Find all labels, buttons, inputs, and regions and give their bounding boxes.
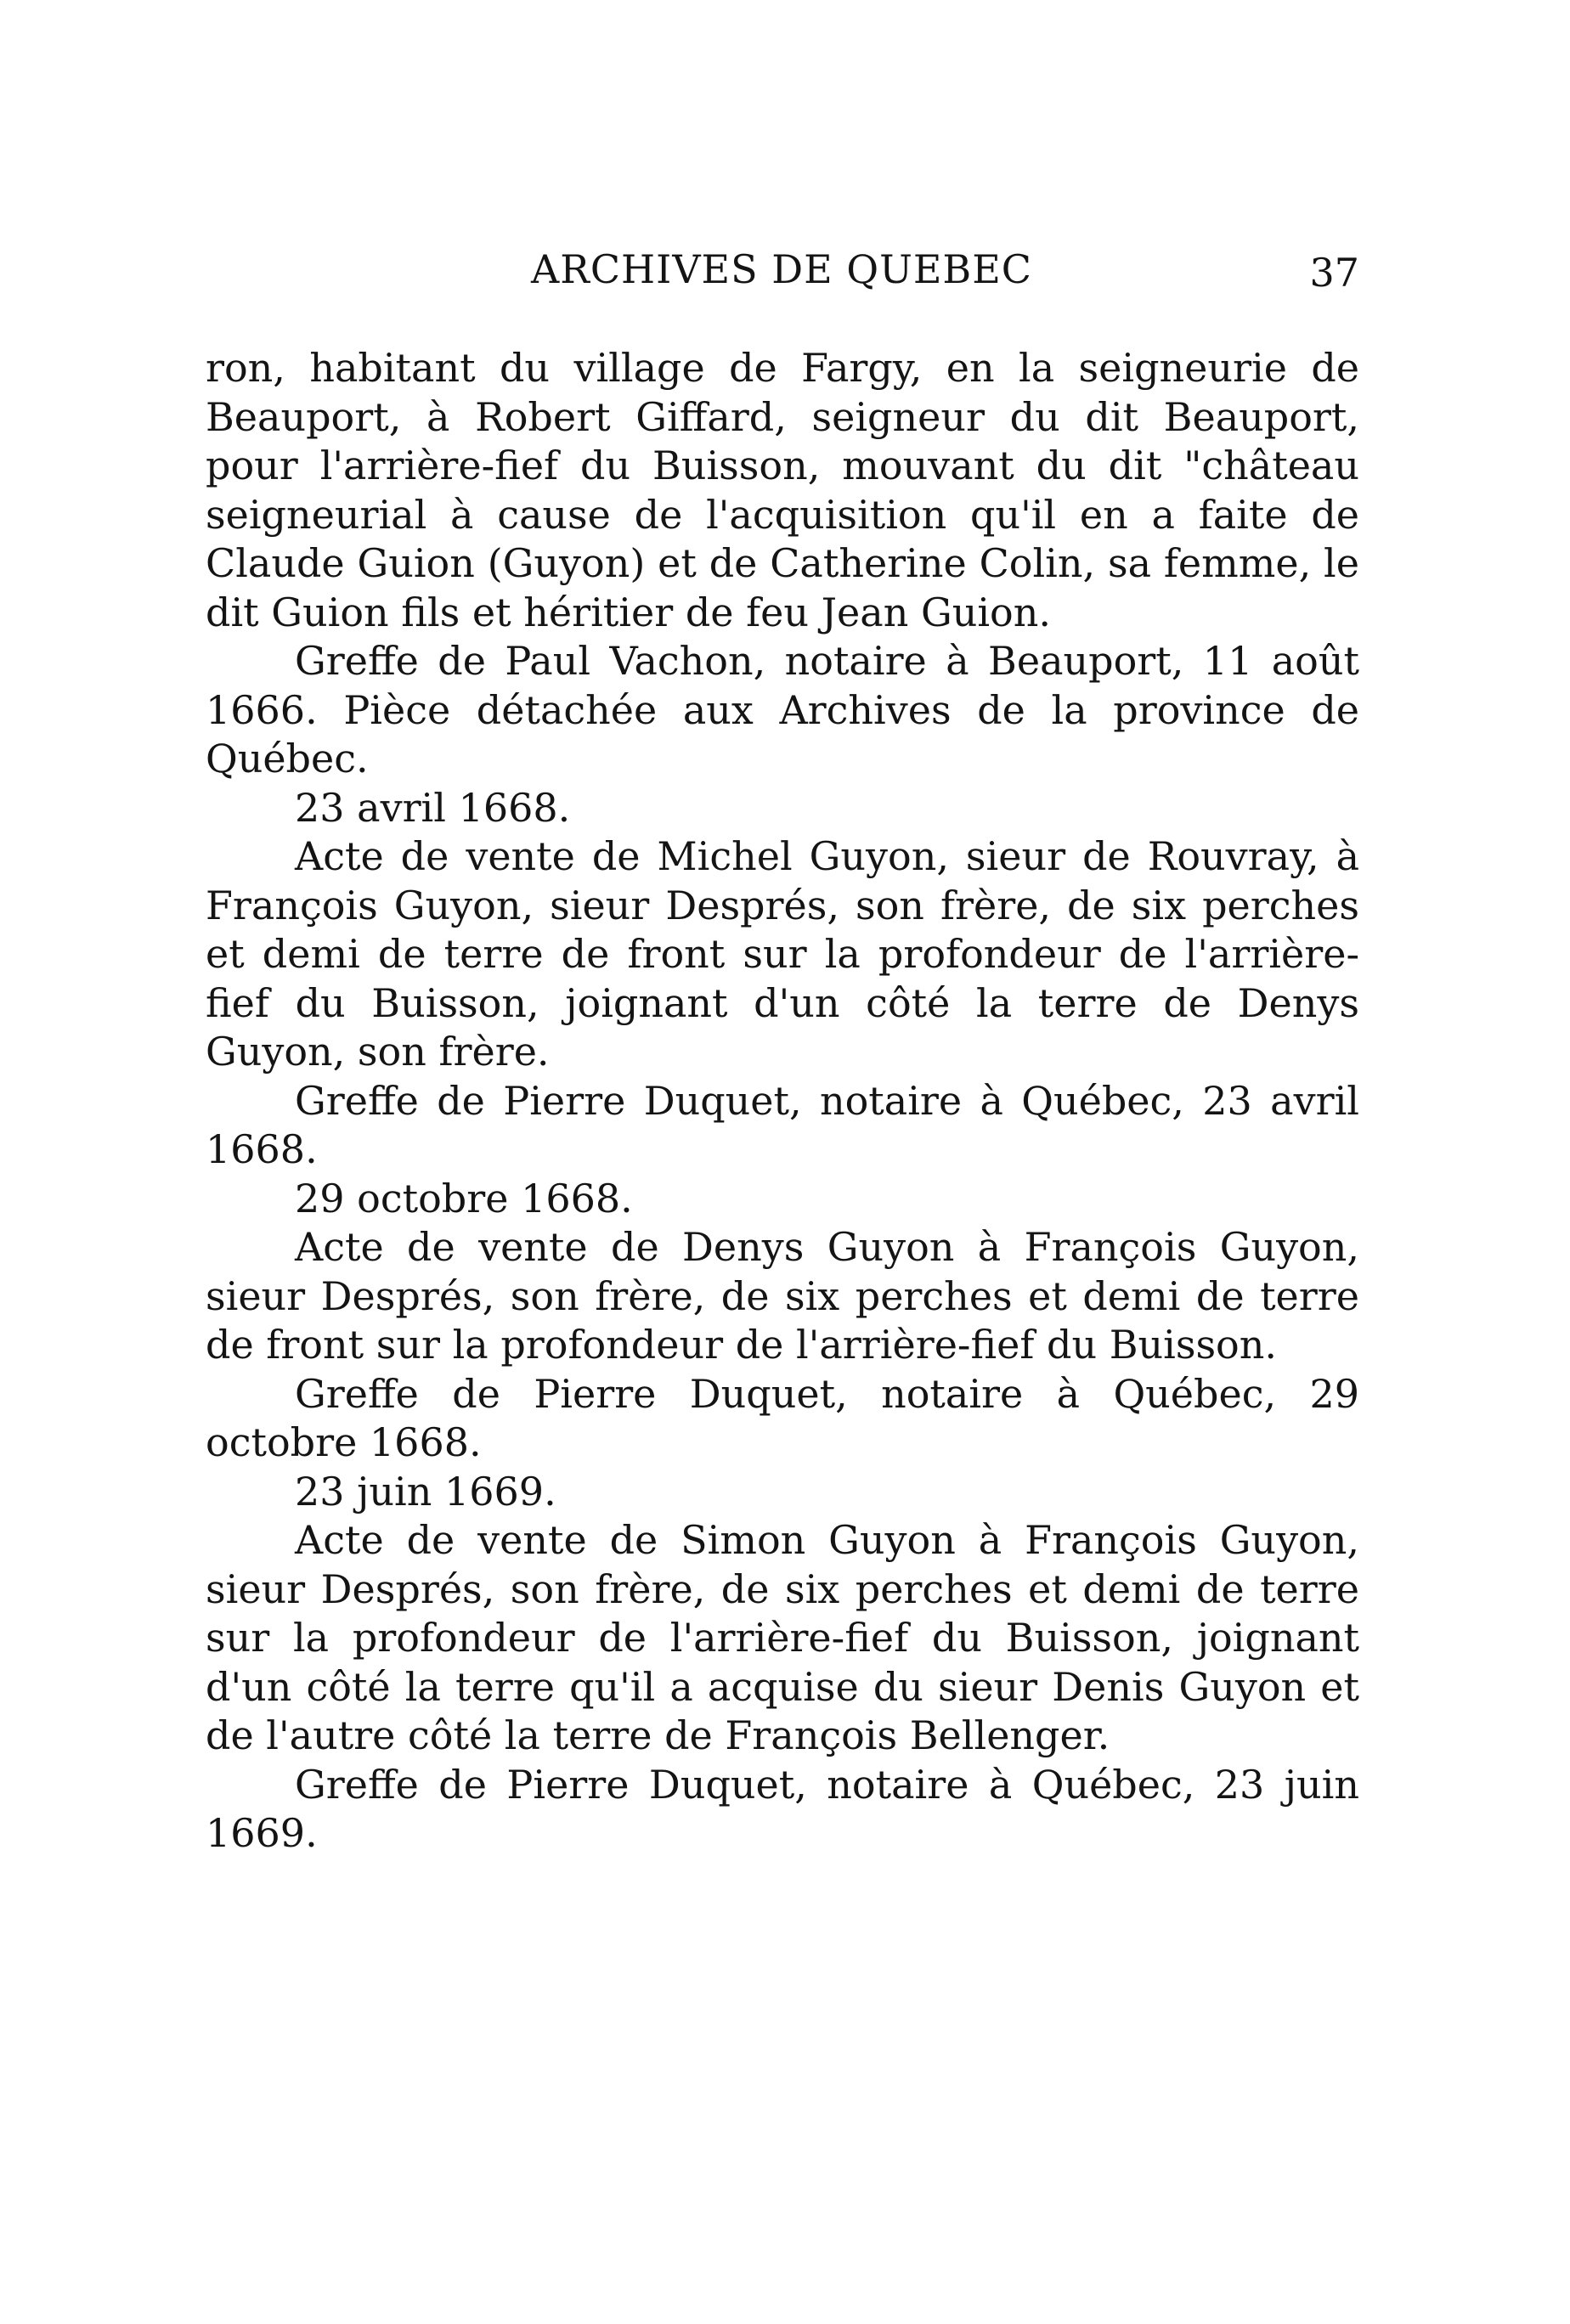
paragraph-acte: Acte de vente de Michel Guyon, sieur de Rouvray, à François Guyon, sieur Després, son frère, de six perches et demi de terre de front sur la profondeur de l'arrière-fief du Buisson, joignant d'un côté la terre de Denys Guyon, son frère. (206, 833, 1359, 1075)
paragraph-continuation: ron, habitant du village de Fargy, en la seigneurie de Beauport, à Robert Giffard, seigneur du dit Beauport, pour l'arrière-fief du Buisson, mouvant du dit "château seigneurial à cause de l'acquisition qu'il en a faite de Claude Guion (Guyon) et de Catherine Colin, sa femme, le dit Guion fils et héritier de feu Jean Guion. (206, 345, 1359, 635)
entry-date: 23 avril 1668. (295, 784, 571, 831)
paragraph-greffe: Greffe de Pierre Duquet, notaire à Québec, 29 octobre 1668. (206, 1370, 1359, 1465)
running-head: ARCHIVES DE QUEBEC (531, 246, 1032, 292)
entry-date: 29 octobre 1668. (295, 1175, 633, 1221)
paragraph-acte: Acte de vente de Simon Guyon à François Guyon, sieur Després, son frère, de six perches et demi de terre sur la profondeur de l'arrière-fief du Buisson, joignant d'un côté la terre qu'il a acquise du sieur Denis Guyon et de l'autre côté la terre de François Bellenger. (206, 1517, 1359, 1758)
paragraph-greffe: Greffe de Pierre Duquet, notaire à Québec, 23 juin 1669. (206, 1761, 1359, 1856)
paragraph-greffe: Greffe de Pierre Duquet, notaire à Québec, 23 avril 1668. (206, 1077, 1359, 1172)
paragraph-acte: Acte de vente de Denys Guyon à François Guyon, sieur Després, son frère, de six perches et demi de terre de front sur la profondeur de l'arrière-fief du Buisson. (206, 1224, 1359, 1368)
page-number: 37 (1309, 250, 1359, 296)
entry-date: 23 juin 1669. (295, 1468, 556, 1515)
page-header (204, 246, 1359, 306)
paragraph-greffe: Greffe de Paul Vachon, notaire à Beauport, 11 août 1666. Pièce détachée aux Archives de la province de Québec. (206, 638, 1359, 781)
body-text (206, 344, 1359, 1859)
